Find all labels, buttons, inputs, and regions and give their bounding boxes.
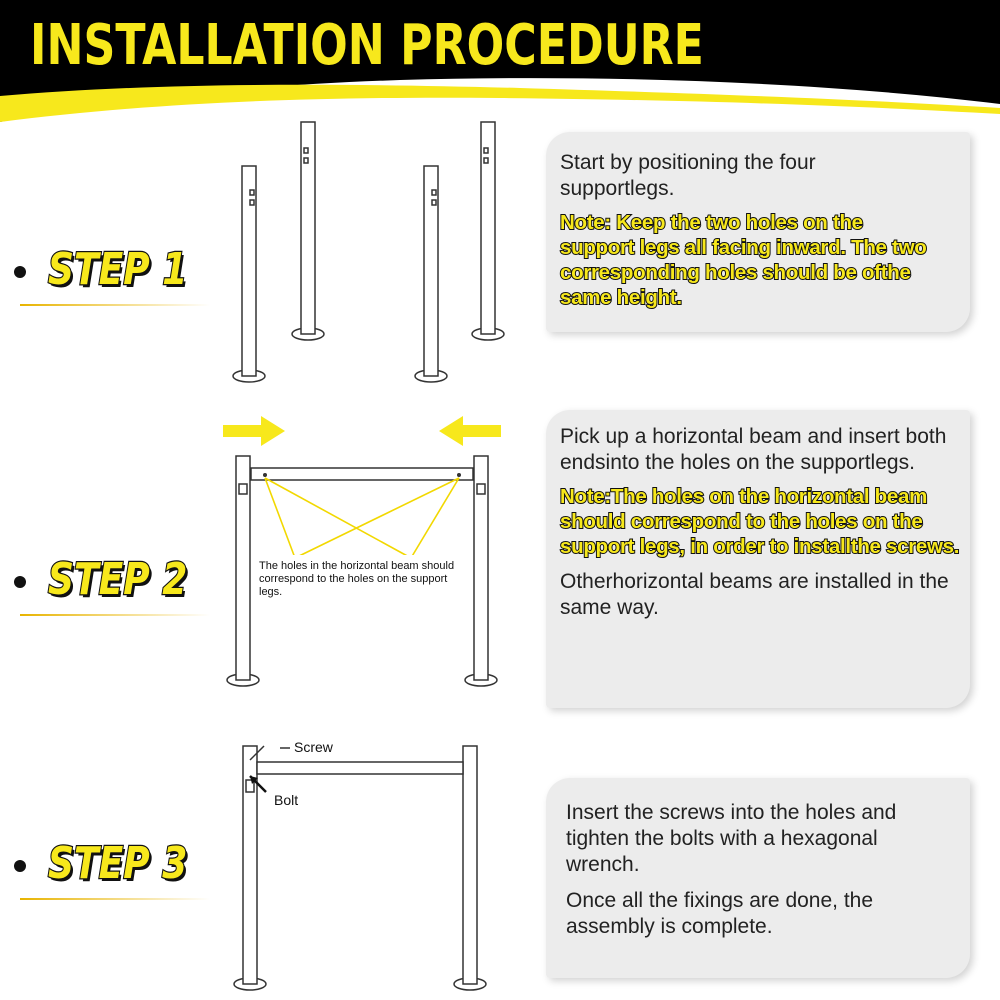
bullet-icon [14, 576, 26, 588]
step-2-intro: Pick up a horizontal beam and insert both endsinto the holes on the supportlegs. [560, 425, 947, 474]
step-3-intro: Insert the screws into the holes and tighten the bolts with a hexagonal wrench. [566, 801, 897, 876]
step-2-underline [20, 614, 210, 616]
step-2-extra: Otherhorizontal beams are installed in the same way. [560, 570, 949, 619]
step-2-label [14, 552, 214, 622]
arrow-left-icon [439, 416, 501, 446]
step-2-diagram [215, 412, 515, 692]
step-3-title: STEP 3 [48, 838, 188, 889]
step-1-card [546, 132, 970, 332]
step-1-underline [20, 304, 210, 306]
step-1-intro: Start by positioning the four supportlegs. [560, 151, 816, 200]
step-2-title: STEP 2 [48, 554, 188, 605]
step-3-underline [20, 898, 210, 900]
bullet-icon [14, 860, 26, 872]
step-2-diagram-caption: The holes in the horizontal beam should correspond to the holes on the support legs. [259, 560, 455, 598]
screw-label: Screw [294, 739, 333, 755]
step-1-label [14, 242, 214, 312]
header-banner [0, 0, 1000, 130]
step-3-extra: Once all the fixings are done, the assembly is complete. [566, 889, 874, 938]
step-3-diagram [220, 736, 520, 998]
step-1-title: STEP 1 [48, 244, 188, 295]
step-3-label [14, 836, 214, 906]
step-1-diagram [225, 118, 525, 390]
page-title: INSTALLATION PROCEDURE [30, 13, 704, 78]
step-2-card [546, 410, 970, 708]
step-1-note: Note: Keep the two holes on the support legs all facing inward. The two corresponding holes should be ofthe same height. [560, 211, 927, 309]
arrow-right-icon [223, 416, 285, 446]
step-2-note: Note:The holes on the horizontal beam should correspond to the holes on the support legs, in order to installthe screws. [560, 485, 960, 558]
step-3-card [546, 778, 970, 978]
bullet-icon [14, 266, 26, 278]
bolt-label: Bolt [274, 792, 299, 808]
